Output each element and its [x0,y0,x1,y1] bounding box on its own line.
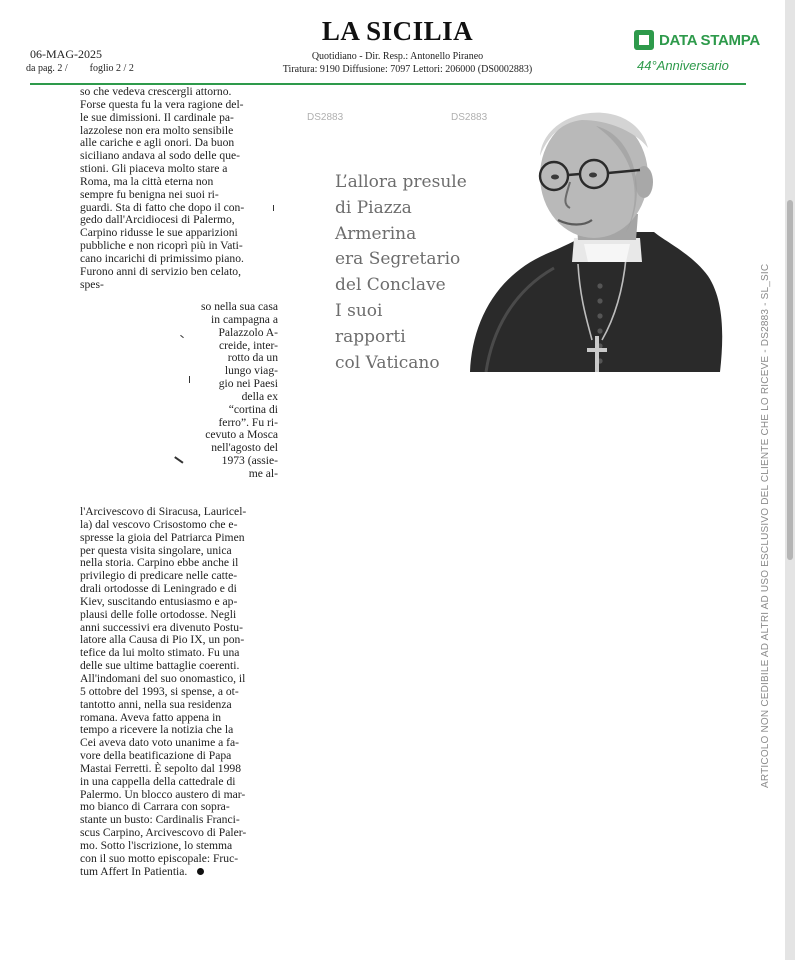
text-line: lazzolese non era molto sensibile [80,123,234,137]
text-line: pubbliche e non ricoprì più in Vati- [80,239,243,253]
text-line: guardi. Sta di fatto che dopo il con- [80,200,245,214]
text-line: mo bianco di Carrara con sopra- [80,800,230,814]
text-line: in una cappella della cattedrale di [80,774,236,788]
watermark-code: DS2883 [451,112,488,123]
publication-info: Quotidiano - Dir. Resp.: Antonello Piraneo [311,51,484,62]
text-line: scus Carpino, Arcivescovo di Paler- [80,826,247,840]
text-line: le sue dimissioni. Il cardinale pa- [80,110,234,124]
text-line: All'indomani del suo onomastico, il [80,671,246,685]
text-line: della ex [241,389,278,403]
text-line: cevuto a Mosca [205,428,278,442]
text-line: latore alla Causa di Pio IX, un pon- [80,633,245,647]
text-line: me al- [248,466,278,480]
pull-quote-line: era Segretario [335,249,461,270]
text-line: mo. Sotto l'iscrizione, lo stemma [80,838,233,852]
text-line: Cei aveva dato voto unanime a fa- [80,736,240,750]
text-line: cano incarichi di primissimo piano. [80,251,244,265]
text-line: con il suo motto episcopale: Fruc- [80,851,239,865]
text-line: Palazzolo A- [218,325,278,339]
pull-quote-line: di Piazza [335,197,412,218]
cardinal-portrait [466,86,728,372]
pull-quote-line: del Conclave [335,275,446,296]
end-of-article-dot [197,868,204,875]
text-line: tantotto anni, nella sua residenza [80,697,232,711]
text-line: so che vedeva crescergli attorno. [80,85,232,98]
text-line: per questa visita singolare, unica [80,543,232,557]
article-column-middle [170,301,278,481]
brand-name: DATA STAMPA [659,31,760,49]
text-line: 5 ottobre del 1993, si spense, a ot- [80,684,239,698]
text-line-last [80,866,276,879]
clip-date: 06-MAG-2025 [30,47,102,61]
text-line: Furono anni di servizio ben celato, [80,264,241,278]
scrollbar[interactable] [785,0,795,960]
text-line: la) dal vescovo Crisostomo che e- [80,517,238,531]
text-line: 1973 (assie- [221,454,278,468]
watermark-code: DS2883 [307,112,344,123]
text-line: Palermo. Un blocco austero di mar- [80,787,246,801]
text-line: l'Arcivescovo di Siracusa, Lauricel- [80,505,247,518]
text-line: ferro”. Fu ri- [218,415,278,429]
pull-quote [335,170,467,376]
text-line: nella storia. Carpino ebbe anche il [80,556,239,570]
text-line: tempo a ricevere la notizia che la [80,723,234,737]
text-line: delle sue ultime battaglie coerenti. [80,659,240,673]
sheet-number: foglio 2 / 2 [89,63,134,74]
pull-quote-line: rapporti [335,326,406,347]
text-line: romana. Aveva fatto appena in [80,710,222,724]
copyright-note: ARTICOLO NON CEDIBILE AD ALTRI AD USO ESCLUSIVO DEL CLIENTE CHE LO RICEVE - DS2883 - SL_SIC [760,263,771,788]
text-line: nell'agosto del [211,441,278,455]
pull-quote-line: L’allora presule [335,172,467,192]
data-stampa-logo [634,30,760,50]
text-line: Mastai Ferretti. È sepolto dal 1998 [80,761,241,775]
circulation-info: Tiratura: 9190 Diffusione: 7097 Lettori: 206000 (DS0002883) [282,64,533,75]
text-line: spresse la gioia del Patriarca Pimen [80,530,245,544]
text-line: alle cariche e agli onori. Da buon [80,136,235,150]
newspaper-masthead: LA SICILIA [321,16,474,46]
text-line: siciliano andava al sodo delle que- [80,149,241,163]
print-mark [273,205,274,211]
text-line: sempre fu benigna nei suoi ri- [80,187,219,201]
text-line: gedo dall'Arcidiocesi di Palermo, [80,213,235,227]
pull-quote-line: I suoi [335,300,383,321]
article-column-bottom [80,506,276,878]
text-line: in campagna a [211,312,278,326]
text-line: stioni. Gli piaceva molto stare a [80,162,228,176]
scrollbar-thumb[interactable] [787,200,793,560]
text-line: creide, inter- [219,338,278,352]
text-line: lungo viag- [224,364,278,378]
text-line: Carpino ridusse le sue apparizioni [80,226,238,240]
text-line: privilegio di predicare nelle catte- [80,569,238,583]
text-line: tefice da lui molto stimato. Fu una [80,646,240,660]
text-line: plausi delle folle ortodosse. Negli [80,607,237,621]
text-line: Roma, ma la città eterna non [80,174,214,188]
text-line: gio nei Paesi [218,377,278,391]
text-line: stante un busto: Cardinalis Franci- [80,813,240,827]
text-line: drali ortodosse di Leningrado e di [80,582,237,596]
text-line: Forse questa fu la vera ragione del- [80,97,244,111]
text-line: vore della beatificazione di Papa [80,749,232,763]
final-text: tum Affert In Patientia. [80,864,188,878]
text-line: Kiev, suscitando entusiasmo e ap- [80,594,238,608]
text-line: anni successivi era divenuto Postu- [80,620,243,634]
pull-quote-line: col Vaticano [335,352,440,373]
text-line: spes- [80,277,104,291]
data-stampa-icon [634,30,654,50]
article-column-top [80,86,276,292]
text-line: “cortina di [228,402,278,416]
text-line: rotto da un [227,351,278,365]
page-from: da pag. 2 / [26,63,68,74]
print-mark [189,376,190,383]
anniversary-label: 44°Anniversario [637,58,729,73]
text-line: so nella sua casa [201,300,278,313]
pull-quote-line: Armerina [335,223,417,244]
